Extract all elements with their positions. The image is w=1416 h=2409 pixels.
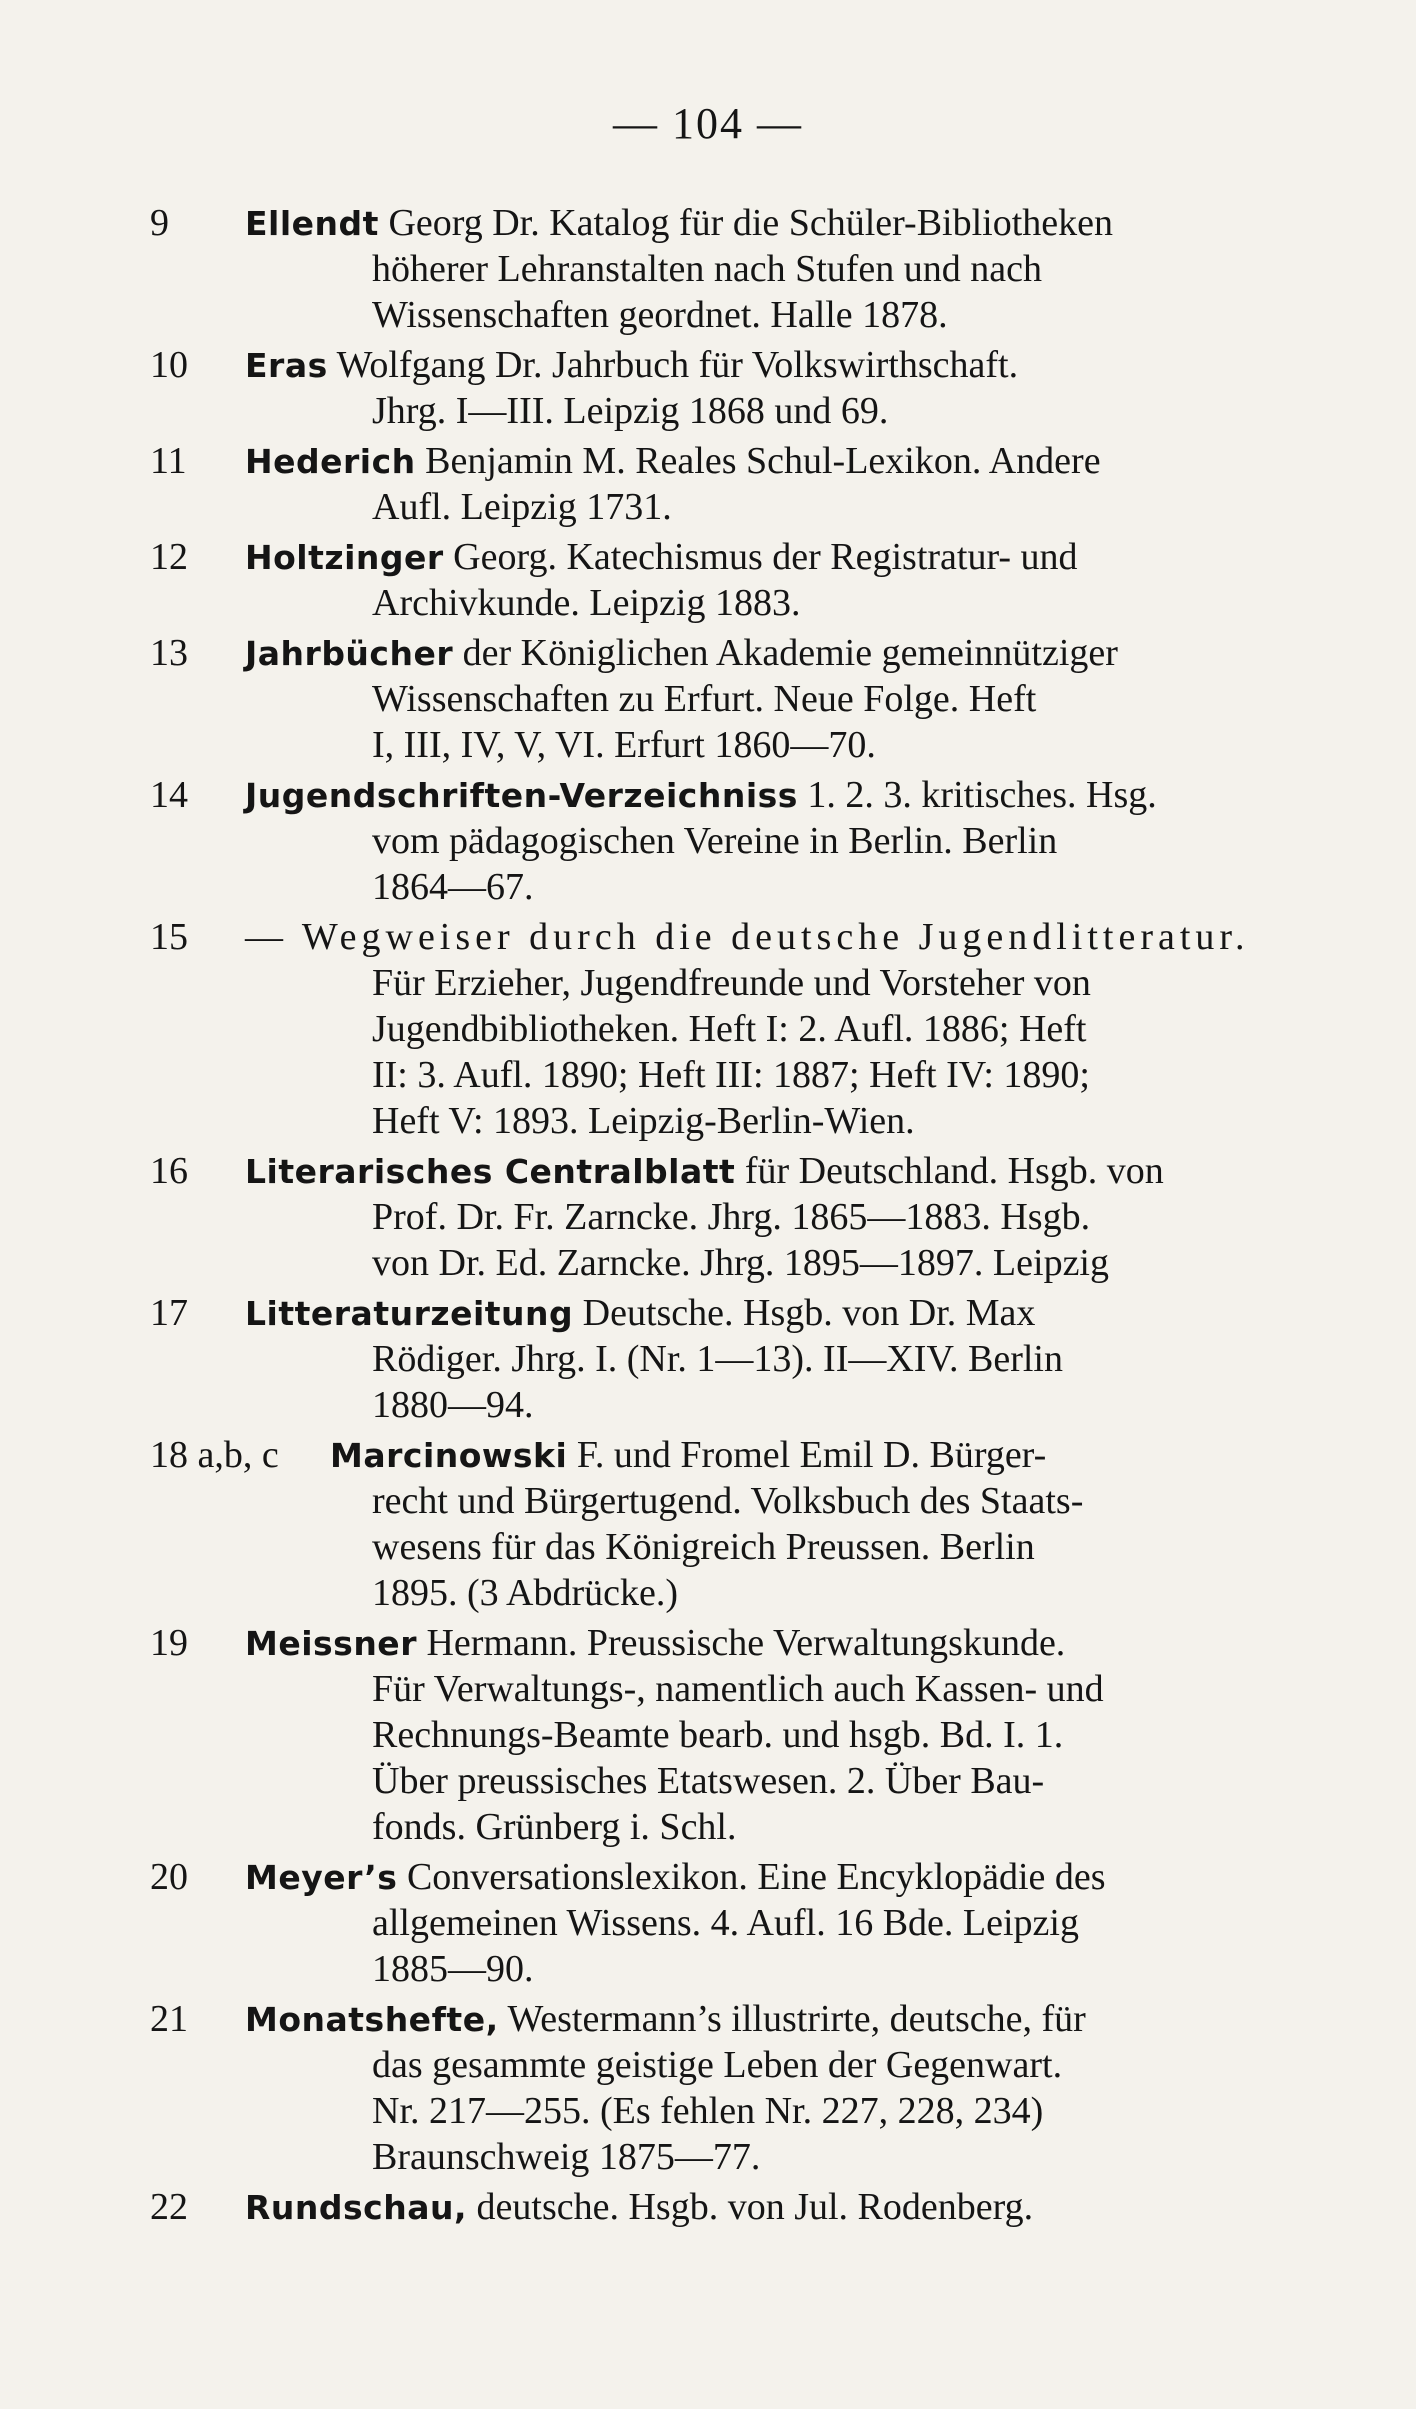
entry-keyword: Hederich — [245, 442, 416, 481]
catalog-entry — [150, 534, 1350, 626]
entry-text: Hermann. Preussische Verwaltungskunde. — [426, 1622, 1066, 1664]
catalog-entry — [150, 2184, 1350, 2230]
entry-keyword: Eras — [245, 346, 328, 385]
entry-number: 17 — [150, 1292, 188, 1334]
catalog-entry — [150, 438, 1350, 530]
entry-line: das gesammte geistige Leben der Gegenwart. — [372, 2044, 1063, 2086]
entry-line: I, III, IV, V, VI. Erfurt 1860—70. — [372, 724, 876, 766]
entry-keyword: Jugendschriften-Verzeichniss — [245, 776, 798, 815]
page-number: — 104 — — [613, 99, 803, 148]
entry-text: für Deutschland. Hsgb. von — [744, 1150, 1164, 1192]
entry-line — [245, 534, 1350, 580]
entry-line — [245, 1620, 1350, 1666]
entry-number: 18 a,b, c — [150, 1434, 279, 1476]
entry-line: Nr. 217—255. (Es fehlen Nr. 227, 228, 234) — [372, 2090, 1044, 2132]
entry-text: Wolfgang Dr. Jahrbuch für Volkswirthschaft. — [336, 344, 1019, 386]
entry-keyword: Jahrbücher — [245, 634, 454, 673]
entry-number: 21 — [150, 1998, 188, 2040]
entry-line: 1864—67. — [372, 866, 534, 908]
entry-text: — Wegweiser durch die deutsche Jugendlitteratur. — [245, 916, 1250, 958]
entry-line — [245, 1290, 1350, 1336]
entry-line: allgemeinen Wissens. 4. Aufl. 16 Bde. Leipzig — [372, 1902, 1079, 1944]
entry-keyword: Meissner — [245, 1624, 417, 1663]
entry-line — [245, 342, 1350, 388]
entry-keyword: Holtzinger — [245, 538, 444, 577]
entry-keyword: Meyer’s — [245, 1858, 398, 1897]
entry-text: Benjamin M. Reales Schul-Lexikon. Andere — [425, 440, 1101, 482]
entry-line: Rechnungs-Beamte bearb. und hsgb. Bd. I. 1. — [372, 1714, 1064, 1756]
entry-keyword: Ellendt — [245, 204, 379, 243]
entry-text: Deutsche. Hsgb. von Dr. Max — [582, 1292, 1036, 1334]
catalog-entry — [150, 1854, 1350, 1992]
entry-line: 1880—94. — [372, 1384, 534, 1426]
entry-number: 13 — [150, 632, 188, 674]
entry-keyword: Rundschau, — [245, 2188, 468, 2227]
entry-line: Wissenschaften geordnet. Halle 1878. — [372, 294, 948, 336]
entry-line: 1895. (3 Abdrücke.) — [372, 1572, 679, 1614]
entry-line — [245, 1148, 1350, 1194]
catalog-entry — [150, 772, 1350, 910]
entry-number: 19 — [150, 1622, 188, 1664]
entry-number: 9 — [150, 202, 169, 244]
entry-line — [245, 2184, 1350, 2230]
entry-number: 22 — [150, 2186, 188, 2228]
entry-line: Wissenschaften zu Erfurt. Neue Folge. Heft — [372, 678, 1037, 720]
catalog-entries — [150, 200, 1350, 2234]
catalog-entry — [150, 342, 1350, 434]
entry-line — [245, 630, 1350, 676]
entry-line: II: 3. Aufl. 1890; Heft III: 1887; Heft IV: 1890; — [372, 1054, 1090, 1096]
entry-keyword: Monatshefte, — [245, 2000, 499, 2039]
entry-number: 10 — [150, 344, 188, 386]
entry-text: Georg. Katechismus der Registratur- und — [453, 536, 1078, 578]
entry-number: 16 — [150, 1150, 188, 1192]
entry-line: 1885—90. — [372, 1948, 534, 1990]
entry-number: 15 — [150, 916, 188, 958]
entry-line: Für Erzieher, Jugendfreunde und Vorsteher von — [372, 962, 1091, 1004]
entry-line — [245, 772, 1350, 818]
catalog-entry — [150, 1620, 1350, 1850]
entry-line — [245, 1996, 1350, 2042]
entry-number: 20 — [150, 1856, 188, 1898]
catalog-entry — [150, 1290, 1350, 1428]
entry-keyword: Litteraturzeitung — [245, 1294, 574, 1333]
entry-text: 1. 2. 3. kritisches. Hsg. — [807, 774, 1157, 816]
entry-line: von Dr. Ed. Zarncke. Jhrg. 1895—1897. Leipzig — [372, 1242, 1109, 1284]
entry-text: Westermann’s illustrirte, deutsche, für — [507, 1998, 1086, 2040]
entry-line: höherer Lehranstalten nach Stufen und nach — [372, 248, 1043, 290]
entry-line — [245, 200, 1350, 246]
entry-line — [245, 914, 1350, 960]
entry-line: Braunschweig 1875—77. — [372, 2136, 761, 2178]
entry-keyword: Literarisches Centralblatt — [245, 1152, 736, 1191]
entry-line: fonds. Grünberg i. Schl. — [372, 1806, 737, 1848]
entry-line: Über preussisches Etatswesen. 2. Über Bau- — [372, 1760, 1045, 1802]
entry-line: recht und Bürgertugend. Volksbuch des Staats- — [372, 1480, 1084, 1522]
catalog-entry — [150, 630, 1350, 768]
entry-line — [330, 1432, 1350, 1478]
entry-line: Jhrg. I—III. Leipzig 1868 und 69. — [372, 390, 889, 432]
catalog-entry — [150, 1996, 1350, 2180]
entry-line: Archivkunde. Leipzig 1883. — [372, 582, 801, 624]
entry-text: deutsche. Hsgb. von Jul. Rodenberg. — [476, 2186, 1034, 2228]
entry-line: Für Verwaltungs-, namentlich auch Kassen- und — [372, 1668, 1104, 1710]
entry-line — [245, 1854, 1350, 1900]
catalog-entry — [150, 200, 1350, 338]
entry-line: wesens für das Königreich Preussen. Berlin — [372, 1526, 1035, 1568]
catalog-entry — [150, 914, 1350, 1144]
entry-keyword: Marcinowski — [330, 1436, 568, 1475]
entry-line: Heft V: 1893. Leipzig-Berlin-Wien. — [372, 1100, 915, 1142]
entry-text: Conversationslexikon. Eine Encyklopädie des — [406, 1856, 1106, 1898]
catalog-entry — [150, 1432, 1350, 1616]
catalog-entry — [150, 1148, 1350, 1286]
entry-line: Jugendbibliotheken. Heft I: 2. Aufl. 1886; Heft — [372, 1008, 1087, 1050]
entry-number: 12 — [150, 536, 188, 578]
entry-line: vom pädagogischen Vereine in Berlin. Berlin — [372, 820, 1058, 862]
entry-text: der Königlichen Akademie gemeinnütziger — [462, 632, 1118, 674]
entry-text: F. und Fromel Emil D. Bürger- — [576, 1434, 1047, 1476]
entry-line — [245, 438, 1350, 484]
entry-line: Prof. Dr. Fr. Zarncke. Jhrg. 1865—1883. Hsgb. — [372, 1196, 1091, 1238]
entry-text: Georg Dr. Katalog für die Schüler-Bibliotheken — [388, 202, 1114, 244]
entry-number: 14 — [150, 774, 188, 816]
entry-line: Aufl. Leipzig 1731. — [372, 486, 672, 528]
entry-line: Rödiger. Jhrg. I. (Nr. 1—13). II—XIV. Berlin — [372, 1338, 1063, 1380]
entry-number: 11 — [150, 440, 187, 482]
